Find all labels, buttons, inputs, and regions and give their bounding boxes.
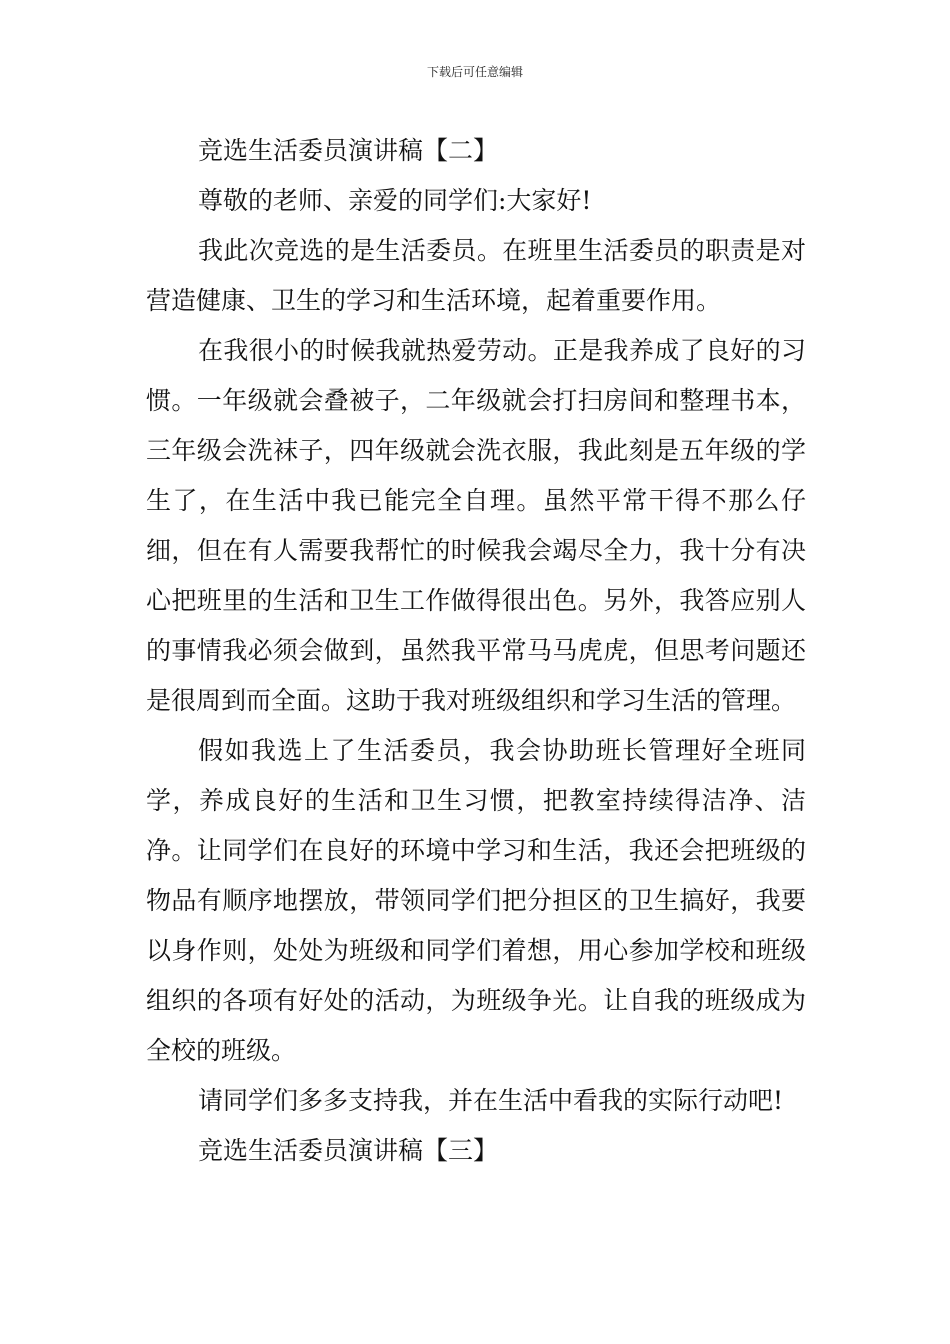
section-heading: 竞选生活委员演讲稿【二】: [198, 136, 499, 165]
body-paragraph: 假如我选上了生活委员，我会协助班长管理好全班同学，养成良好的生活和卫生习惯，把教室持续得洁净、洁净。让同学们在良好的环境中学习和生活，我还会把班级的物品有顺序地摆放，带领同学们把分担区的卫生搞好，我要以身作则，处处为班级和同学们着想，用心参加学校和班级组织的各项有好处的活动，为班级争光。让自我的班级成为全校的班级。: [146, 736, 806, 1065]
body-paragraph: 在我很小的时候我就热爱劳动。正是我养成了良好的习惯。一年级就会叠被子，二年级就会打扫房间和整理书本，三年级会洗袜子，四年级就会洗衣服，我此刻是五年级的学生了，在生活中我已能完全自理。虽然平常干得不那么仔细，但在有人需要我帮忙的时候我会竭尽全力，我十分有决心把班里的生活和卫生工作做得很出色。另外，我答应别人的事情我必须会做到，虽然我平常马马虎虎，但思考问题还是很周到而全面。这助于我对班级组织和学习生活的管理。: [146, 336, 806, 715]
greeting-paragraph: 尊敬的老师、亲爱的同学们:大家好!: [198, 186, 592, 215]
section-heading: 竞选生活委员演讲稿【三】: [198, 1136, 499, 1165]
document-body: [146, 126, 806, 1176]
closing-paragraph: 请同学们多多支持我，并在生活中看我的实际行动吧!: [198, 1086, 784, 1115]
body-paragraph: 我此次竞选的是生活委员。在班里生活委员的职责是对营造健康、卫生的学习和生活环境，起着重要作用。: [146, 236, 806, 315]
header-note: 下载后可任意编辑: [426, 65, 523, 79]
